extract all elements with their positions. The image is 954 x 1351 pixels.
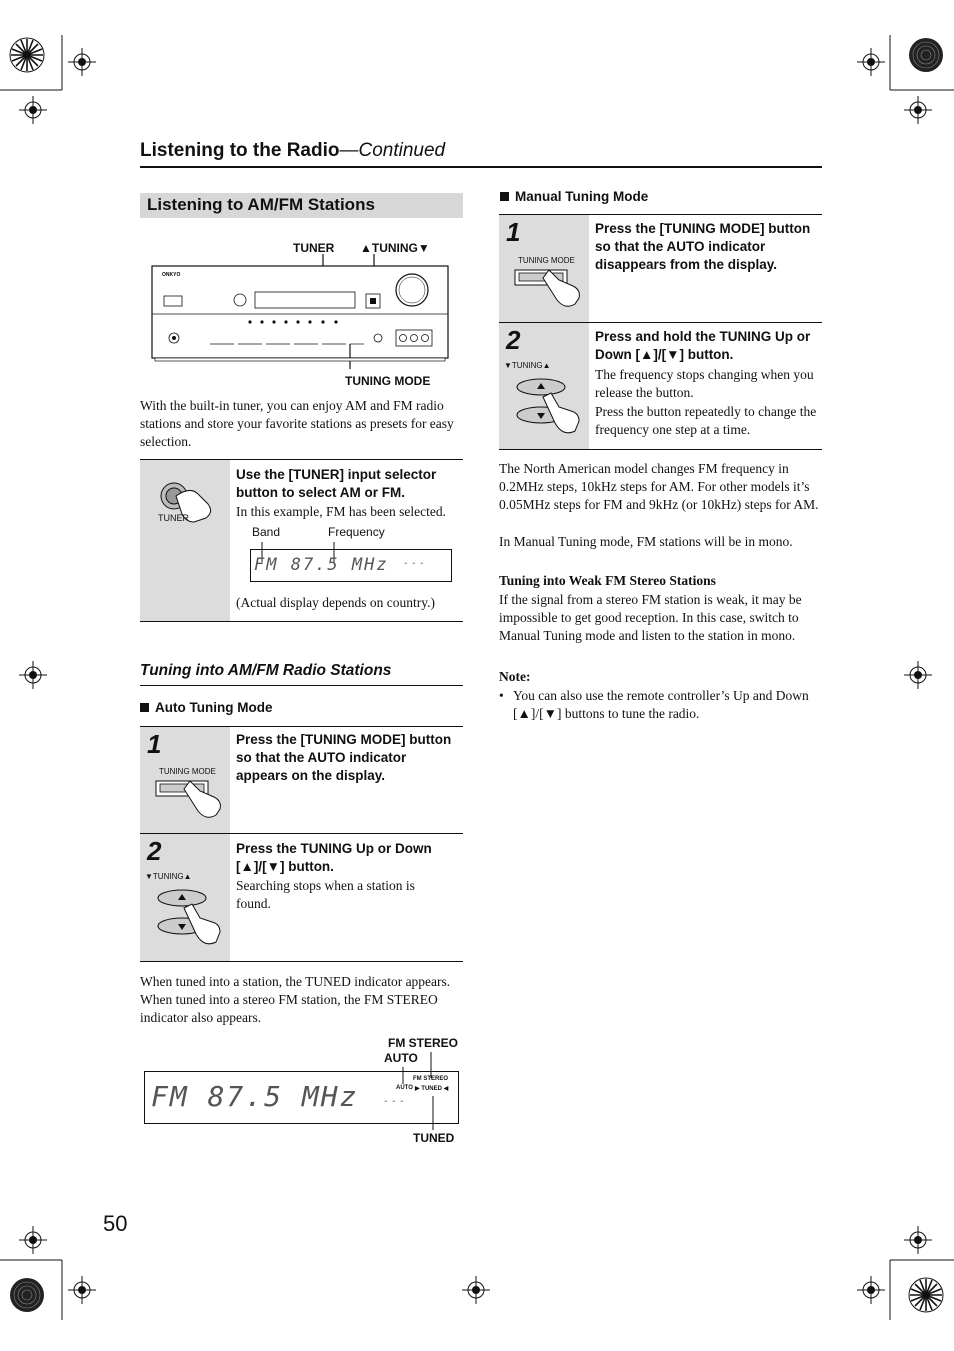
tuner-step-text: In this example, FM has been selected. xyxy=(236,504,446,519)
tuning-icon-label: ▼TUNING▲ xyxy=(504,361,551,370)
page-number: 50 xyxy=(103,1211,128,1236)
auto-step-2-text: Searching stops when a station is found. xyxy=(236,878,415,911)
tuner-step xyxy=(140,459,463,622)
display-dash-text: --- xyxy=(403,558,428,569)
auto-step-2-title: Press the TUNING Up or Down [▲]/[▼] button. xyxy=(236,841,432,874)
display-dash-text: --- xyxy=(383,1096,408,1107)
note-item: • You can also use the remote controller’s Up and Down [▲]/[▼] buttons to tune the radio. xyxy=(499,688,809,721)
svg-text:ONKYO: ONKYO xyxy=(162,272,181,278)
auto-step-2 xyxy=(140,833,463,962)
auto-indicator: AUTO xyxy=(396,1085,413,1091)
step-number: 1 xyxy=(147,729,162,759)
frequency-label: Frequency xyxy=(328,525,385,539)
tuned-callout: TUNED xyxy=(413,1131,455,1145)
note-heading: Note: xyxy=(499,669,531,684)
manual-step-2 xyxy=(499,322,822,450)
tuning-updown-hand-icon xyxy=(150,884,230,960)
manual-tuning-heading: Manual Tuning Mode xyxy=(500,189,648,204)
step-illustration xyxy=(140,460,230,621)
tuning-mode-button-hand-icon xyxy=(513,268,587,322)
tuner-callout: TUNER xyxy=(293,241,335,255)
section-title: Listening to AM/FM Stations xyxy=(147,195,375,214)
band-label: Band xyxy=(252,525,281,539)
step-number: 2 xyxy=(506,325,521,355)
manual-step-2-text-2: Press the button repeatedly to change the frequency one step at a time. xyxy=(595,404,817,437)
auto-step-1-title: Press the [TUNING MODE] button so that the AUTO indicator appears on the display. xyxy=(236,732,452,783)
tuner-icon-label: TUNER xyxy=(158,513,189,523)
tuned-paragraph: When tuned into a station, the TUNED indicator appears. When tuned into a stereo FM station, the FM STEREO indicator also appears. xyxy=(140,974,451,1025)
tuning-section-title: Tuning into AM/FM Radio Stations xyxy=(140,662,392,679)
header-title: Listening to the Radio—Continued xyxy=(140,140,446,161)
auto-callout: AUTO xyxy=(384,1051,418,1065)
auto-step-1 xyxy=(140,726,463,834)
tuning-mode-callout: TUNING MODE xyxy=(345,374,431,388)
tuning-callout: ▲TUNING▼ xyxy=(360,241,430,255)
fm-stereo-indicator: FM STEREO xyxy=(413,1076,449,1082)
tuning-updown-hand-icon xyxy=(509,373,589,449)
display-frequency-text: FM 87.5 MHz xyxy=(151,1080,359,1113)
section-title-bar xyxy=(140,193,463,218)
weak-stations-paragraph: If the signal from a stereo FM station is weak, it may be impossible to get good reception. In this case, switch to Manual Tuning mode and listen to the station in mono. xyxy=(499,592,802,643)
tuning-icon-label: ▼TUNING▲ xyxy=(145,872,192,881)
manual-step-2-title: Press and hold the TUNING Up or Down [▲]/[▼] button. xyxy=(595,329,811,362)
step-number: 2 xyxy=(147,836,162,866)
tuner-step-title: Use the [TUNER] input selector button to select AM or FM. xyxy=(236,467,437,500)
receiver-front-panel xyxy=(150,254,450,369)
tuning-section-heading xyxy=(140,662,463,686)
display-frequency-text: FM 87.5 MHz xyxy=(254,555,389,575)
weak-stations-heading: Tuning into Weak FM Stereo Stations xyxy=(499,573,716,588)
step-number: 1 xyxy=(506,217,521,247)
tuning-mode-icon-label: TUNING MODE xyxy=(159,767,216,776)
front-display xyxy=(250,549,452,582)
page-header xyxy=(140,138,822,168)
auto-tuning-heading: Auto Tuning Mode xyxy=(140,700,272,715)
tuned-indicator: ▶ TUNED ◀ xyxy=(415,1086,449,1092)
tuning-mode-button-hand-icon xyxy=(154,779,228,833)
front-display-indicators xyxy=(144,1071,459,1124)
intro-paragraph: With the built-in tuner, you can enjoy AM and FM radio stations and store your favorite stations as presets for easy selection. xyxy=(140,398,454,449)
fm-stereo-callout: FM STEREO xyxy=(388,1036,459,1050)
display-footnote: (Actual display depends on country.) xyxy=(236,595,435,610)
manual-step-1 xyxy=(499,214,822,323)
manual-step-2-text-1: The frequency stops changing when you release the button. xyxy=(595,367,814,400)
tuning-mode-icon-label: TUNING MODE xyxy=(518,256,575,265)
mono-paragraph: In Manual Tuning mode, FM stations will be in mono. xyxy=(499,534,793,549)
manual-step-1-title: Press the [TUNING MODE] button so that the AUTO indicator disappears from the display. xyxy=(595,221,811,272)
frequency-steps-paragraph: The North American model changes FM frequency in 0.2MHz steps, 10kHz steps for AM. For other models it’s 0.05MHz steps for FM and 9kHz (or 10kHz) steps for AM. xyxy=(499,461,819,512)
